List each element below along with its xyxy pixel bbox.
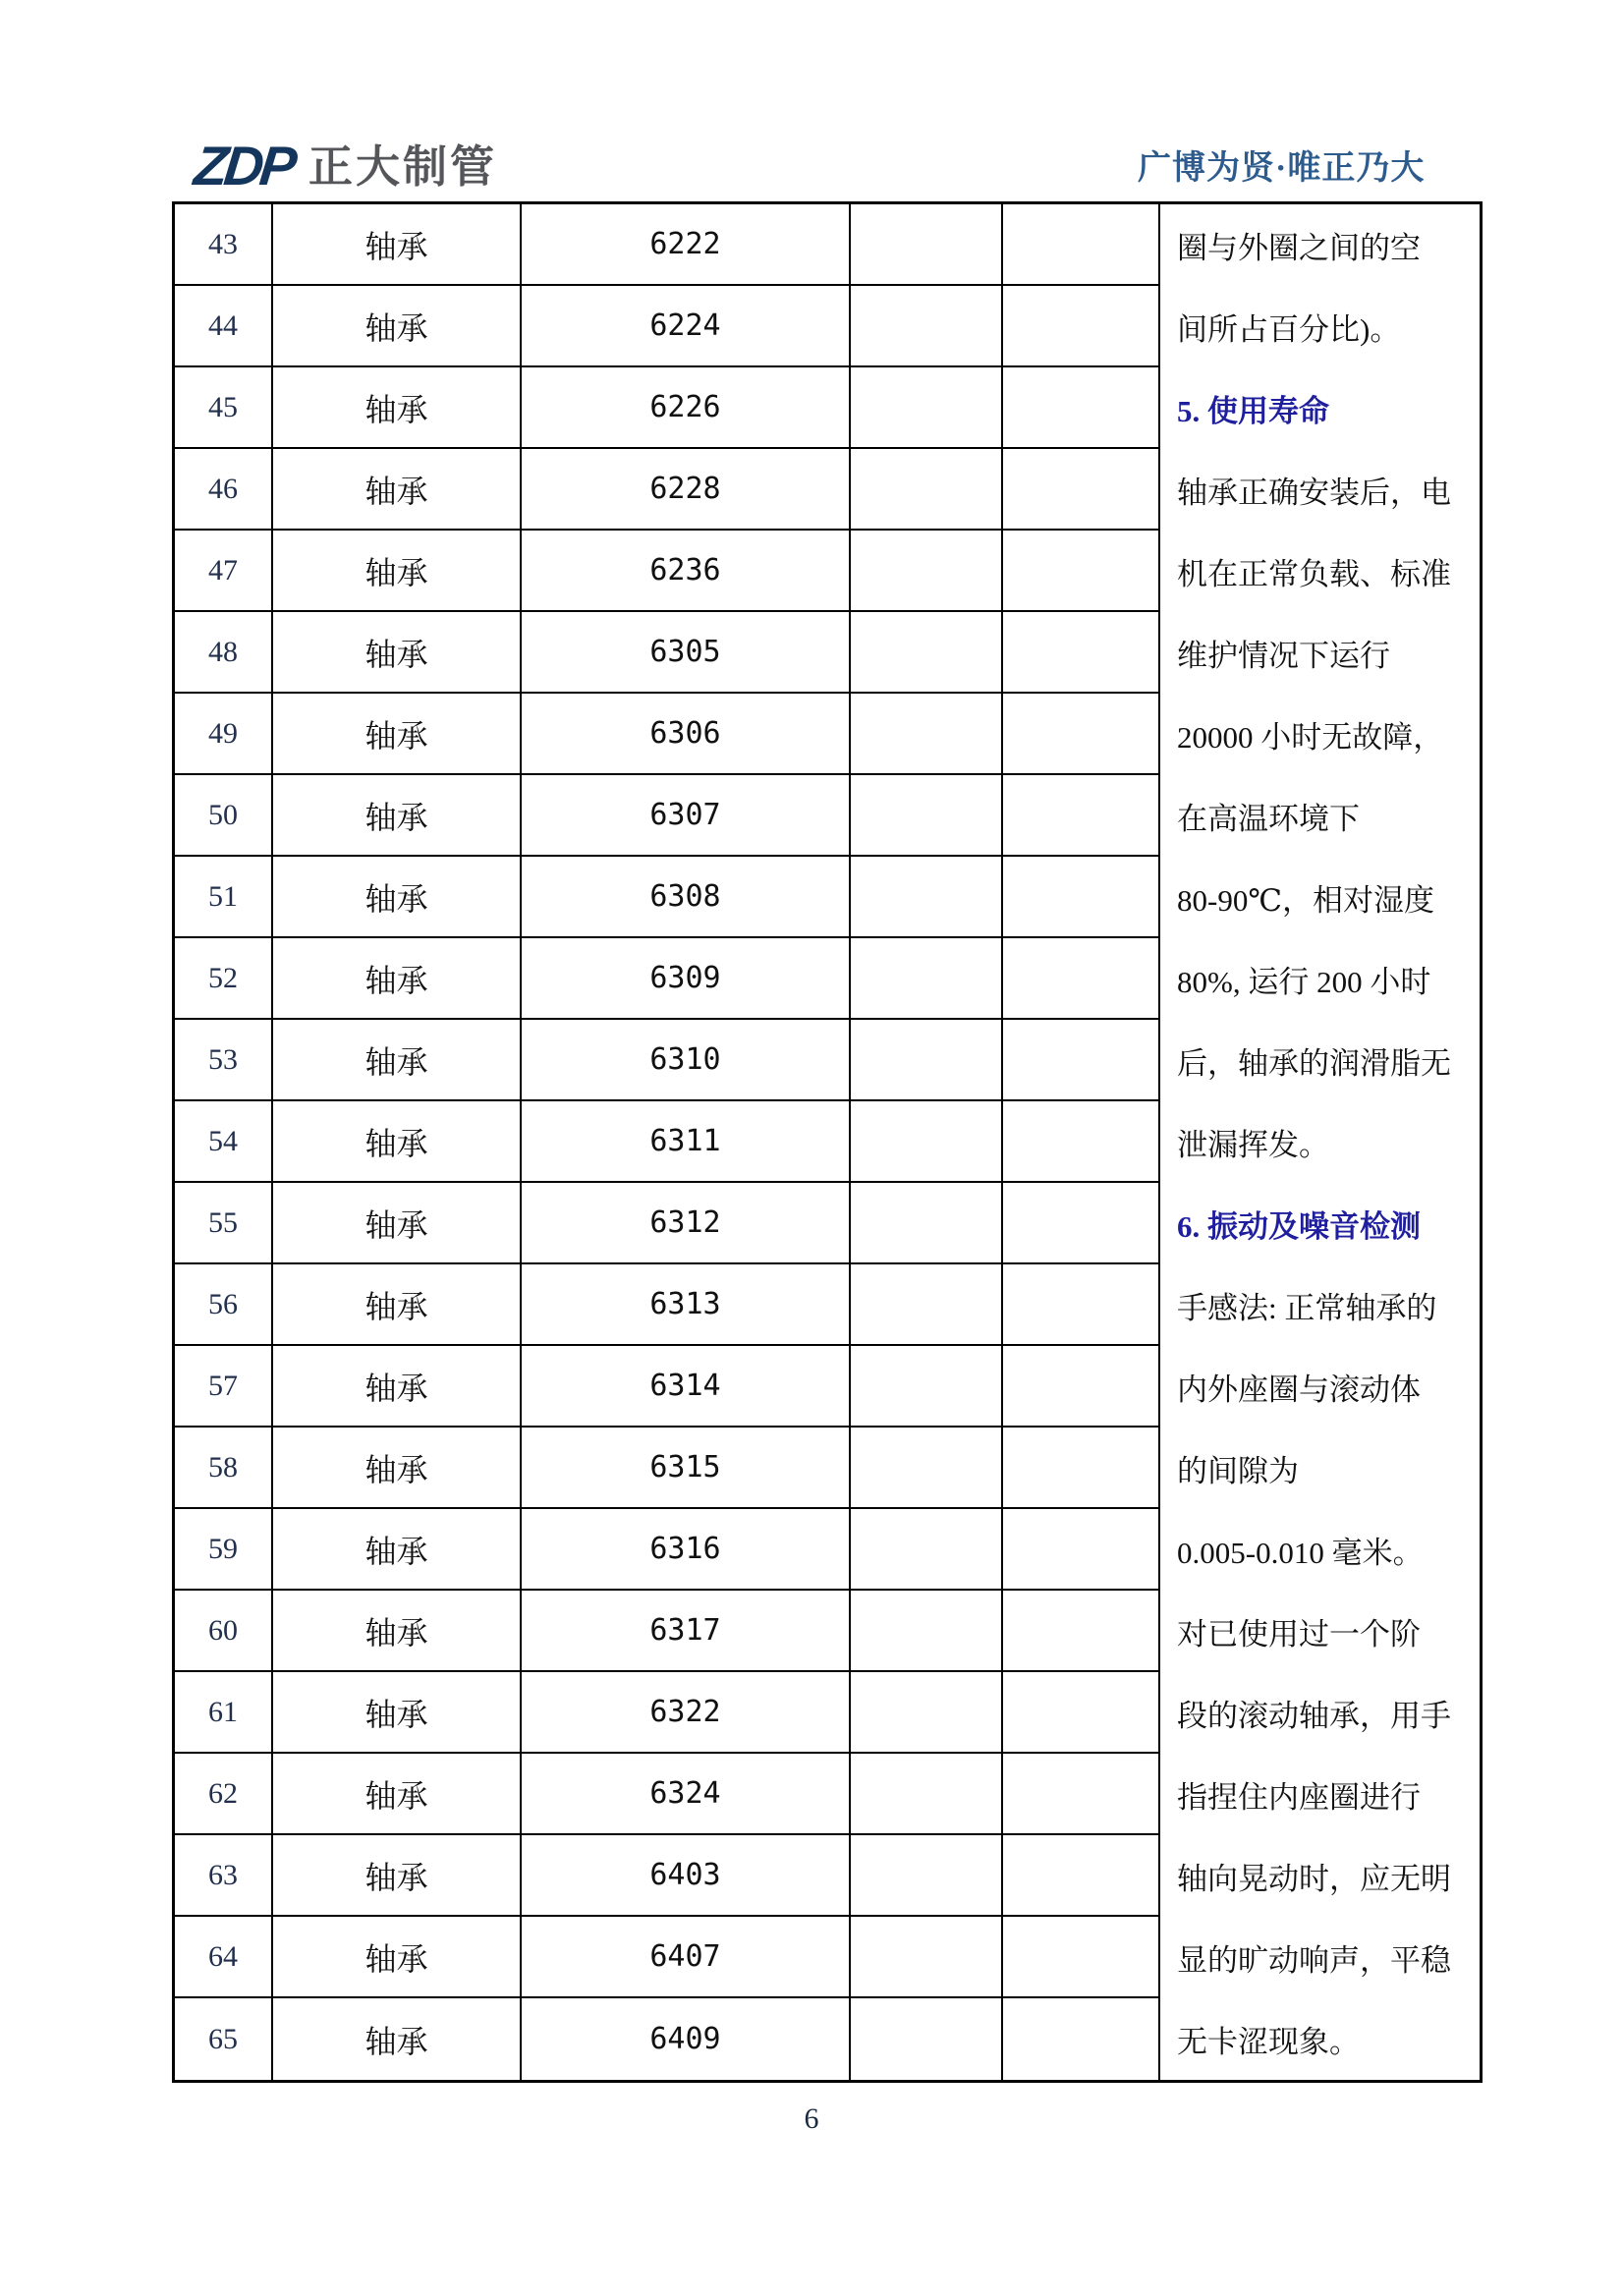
note-text-line: 段的滚动轴承，用手 xyxy=(1177,1699,1451,1733)
part-name-cell: 轴承 xyxy=(273,1101,522,1183)
part-name-cell: 轴承 xyxy=(273,367,522,449)
empty-cell-1 xyxy=(851,286,1003,367)
part-model-cell: 6226 xyxy=(522,367,851,449)
empty-cell-2 xyxy=(1003,286,1160,367)
notes-column xyxy=(1160,204,1480,2080)
row-number-cell: 44 xyxy=(175,286,273,367)
part-model-cell: 6313 xyxy=(522,1264,851,1346)
part-name-cell: 轴承 xyxy=(273,1509,522,1591)
row-number-cell: 45 xyxy=(175,367,273,449)
note-text-line: 轴向晃动时，应无明 xyxy=(1177,1862,1451,1896)
note-text-line: 维护情况下运行 xyxy=(1177,639,1390,673)
part-name-cell: 轴承 xyxy=(273,1428,522,1509)
part-model-cell: 6307 xyxy=(522,775,851,857)
empty-cell-2 xyxy=(1003,531,1160,612)
part-model-cell: 6409 xyxy=(522,1998,851,2080)
row-number-cell: 43 xyxy=(175,204,273,286)
part-model-cell: 6310 xyxy=(522,1020,851,1101)
part-name-cell: 轴承 xyxy=(273,694,522,775)
part-name-cell: 轴承 xyxy=(273,1672,522,1754)
part-model-cell: 6315 xyxy=(522,1428,851,1509)
part-name-cell: 轴承 xyxy=(273,1020,522,1101)
part-model-cell: 6306 xyxy=(522,694,851,775)
note-text-line: 轴承正确安装后，电 xyxy=(1177,476,1451,510)
note-text-line: 后，轴承的润滑脂无 xyxy=(1177,1046,1451,1081)
empty-cell-1 xyxy=(851,1835,1003,1917)
part-model-cell: 6403 xyxy=(522,1835,851,1917)
part-model-cell: 6224 xyxy=(522,286,851,367)
part-model-cell: 6305 xyxy=(522,612,851,694)
part-name-cell: 轴承 xyxy=(273,1917,522,1998)
row-number-cell: 47 xyxy=(175,531,273,612)
part-name-cell: 轴承 xyxy=(273,286,522,367)
part-name-cell: 轴承 xyxy=(273,1754,522,1835)
empty-cell-2 xyxy=(1003,1020,1160,1101)
bearing-parts-table xyxy=(172,201,1483,2083)
note-text-line: 手感法: 正常轴承的 xyxy=(1177,1291,1437,1325)
row-number-cell: 50 xyxy=(175,775,273,857)
row-number-cell: 46 xyxy=(175,449,273,531)
row-number-cell: 58 xyxy=(175,1428,273,1509)
row-number-cell: 56 xyxy=(175,1264,273,1346)
part-model-cell: 6316 xyxy=(522,1509,851,1591)
part-model-cell: 6308 xyxy=(522,857,851,938)
empty-cell-1 xyxy=(851,1183,1003,1264)
empty-cell-2 xyxy=(1003,1346,1160,1428)
row-number-cell: 53 xyxy=(175,1020,273,1101)
part-model-cell: 6314 xyxy=(522,1346,851,1428)
row-number-cell: 61 xyxy=(175,1672,273,1754)
note-text-line: 无卡涩现象。 xyxy=(1177,2025,1360,2059)
part-name-cell: 轴承 xyxy=(273,1346,522,1428)
empty-cell-1 xyxy=(851,1591,1003,1672)
row-number-cell: 60 xyxy=(175,1591,273,1672)
part-name-cell: 轴承 xyxy=(273,204,522,286)
empty-cell-2 xyxy=(1003,449,1160,531)
note-text-line: 在高温环境下 xyxy=(1177,802,1360,836)
part-model-cell: 6322 xyxy=(522,1672,851,1754)
part-name-cell: 轴承 xyxy=(273,1591,522,1672)
part-name-cell: 轴承 xyxy=(273,612,522,694)
empty-cell-2 xyxy=(1003,1183,1160,1264)
row-number-cell: 51 xyxy=(175,857,273,938)
empty-cell-1 xyxy=(851,775,1003,857)
empty-cell-1 xyxy=(851,1101,1003,1183)
empty-cell-2 xyxy=(1003,1998,1160,2080)
empty-cell-1 xyxy=(851,1672,1003,1754)
empty-cell-1 xyxy=(851,204,1003,286)
part-name-cell: 轴承 xyxy=(273,1835,522,1917)
empty-cell-1 xyxy=(851,1346,1003,1428)
empty-cell-2 xyxy=(1003,1672,1160,1754)
empty-cell-2 xyxy=(1003,1754,1160,1835)
empty-cell-1 xyxy=(851,1509,1003,1591)
empty-cell-2 xyxy=(1003,1591,1160,1672)
part-name-cell: 轴承 xyxy=(273,1998,522,2080)
empty-cell-2 xyxy=(1003,367,1160,449)
company-name: 正大制管 xyxy=(308,140,498,193)
note-text-line: 指捏住内座圈进行 xyxy=(1177,1780,1421,1815)
page-number: 6 xyxy=(804,2102,819,2135)
empty-cell-1 xyxy=(851,694,1003,775)
empty-cell-1 xyxy=(851,938,1003,1020)
empty-cell-2 xyxy=(1003,1101,1160,1183)
note-heading: 6. 振动及噪音检测 xyxy=(1177,1209,1421,1244)
row-number-cell: 57 xyxy=(175,1346,273,1428)
empty-cell-2 xyxy=(1003,612,1160,694)
note-text-line: 80%, 运行 200 小时 xyxy=(1177,965,1431,999)
note-text-line: 间所占百分比)。 xyxy=(1177,312,1401,347)
part-name-cell: 轴承 xyxy=(273,938,522,1020)
note-heading: 5. 使用寿命 xyxy=(1177,394,1329,428)
note-text-line: 圈与外圈之间的空 xyxy=(1177,231,1421,265)
part-model-cell: 6309 xyxy=(522,938,851,1020)
empty-cell-1 xyxy=(851,1998,1003,2080)
note-text-line: 0.005-0.010 毫米。 xyxy=(1177,1536,1424,1570)
empty-cell-2 xyxy=(1003,694,1160,775)
note-text-line: 泄漏挥发。 xyxy=(1177,1128,1329,1162)
note-text-line: 内外座圈与滚动体 xyxy=(1177,1372,1421,1407)
empty-cell-2 xyxy=(1003,857,1160,938)
empty-cell-1 xyxy=(851,531,1003,612)
part-model-cell: 6228 xyxy=(522,449,851,531)
empty-cell-2 xyxy=(1003,1509,1160,1591)
empty-cell-1 xyxy=(851,367,1003,449)
row-number-cell: 49 xyxy=(175,694,273,775)
empty-cell-1 xyxy=(851,1754,1003,1835)
company-logo xyxy=(191,135,498,196)
row-number-cell: 65 xyxy=(175,1998,273,2080)
row-number-cell: 64 xyxy=(175,1917,273,1998)
part-model-cell: 6317 xyxy=(522,1591,851,1672)
note-text-line: 80-90℃，相对湿度 xyxy=(1177,883,1435,918)
empty-cell-1 xyxy=(851,857,1003,938)
row-number-cell: 54 xyxy=(175,1101,273,1183)
row-number-cell: 48 xyxy=(175,612,273,694)
empty-cell-2 xyxy=(1003,204,1160,286)
part-model-cell: 6312 xyxy=(522,1183,851,1264)
empty-cell-1 xyxy=(851,612,1003,694)
empty-cell-2 xyxy=(1003,938,1160,1020)
empty-cell-2 xyxy=(1003,1835,1160,1917)
part-name-cell: 轴承 xyxy=(273,1183,522,1264)
zdp-logo-mark: ZDP xyxy=(191,135,297,196)
row-number-cell: 52 xyxy=(175,938,273,1020)
note-text-line: 机在正常负载、标准 xyxy=(1177,557,1451,591)
part-name-cell: 轴承 xyxy=(273,1264,522,1346)
part-model-cell: 6324 xyxy=(522,1754,851,1835)
part-model-cell: 6222 xyxy=(522,204,851,286)
empty-cell-1 xyxy=(851,1020,1003,1101)
part-name-cell: 轴承 xyxy=(273,531,522,612)
row-number-cell: 62 xyxy=(175,1754,273,1835)
part-name-cell: 轴承 xyxy=(273,775,522,857)
row-number-cell: 59 xyxy=(175,1509,273,1591)
note-text-line: 对已使用过一个阶 xyxy=(1177,1617,1421,1652)
note-text-line: 显的旷动响声，平稳 xyxy=(1177,1943,1451,1978)
part-name-cell: 轴承 xyxy=(273,449,522,531)
note-text-line: 20000 小时无故障， xyxy=(1177,720,1444,755)
empty-cell-2 xyxy=(1003,775,1160,857)
empty-cell-1 xyxy=(851,1428,1003,1509)
empty-cell-1 xyxy=(851,1917,1003,1998)
empty-cell-2 xyxy=(1003,1264,1160,1346)
part-model-cell: 6236 xyxy=(522,531,851,612)
part-name-cell: 轴承 xyxy=(273,857,522,938)
note-text-line: 的间隙为 xyxy=(1177,1454,1299,1488)
row-number-cell: 63 xyxy=(175,1835,273,1917)
company-slogan: 广博为贤·唯正乃大 xyxy=(1138,150,1426,187)
row-number-cell: 55 xyxy=(175,1183,273,1264)
part-model-cell: 6311 xyxy=(522,1101,851,1183)
empty-cell-2 xyxy=(1003,1917,1160,1998)
empty-cell-1 xyxy=(851,449,1003,531)
part-model-cell: 6407 xyxy=(522,1917,851,1998)
empty-cell-2 xyxy=(1003,1428,1160,1509)
empty-cell-1 xyxy=(851,1264,1003,1346)
